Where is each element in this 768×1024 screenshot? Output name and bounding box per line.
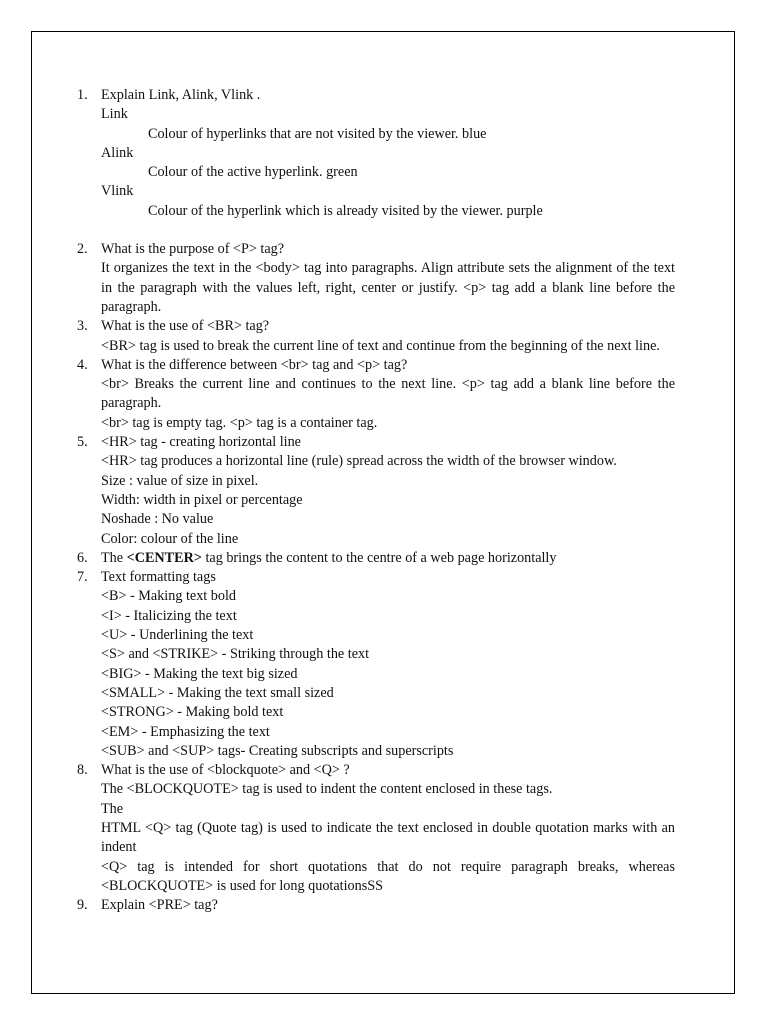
line: <BIG> - Making the text big sized [101, 665, 298, 682]
document-body [0, 86, 768, 915]
line: The <BLOCKQUOTE> tag is used to indent the content enclosed in these tags. [101, 781, 553, 798]
list-item-5 [0, 433, 675, 549]
item-number: 4. [77, 356, 88, 373]
list-item-9 [0, 896, 675, 915]
line: Color: colour of the line [101, 530, 239, 547]
term-vlink-desc: Colour of the hyperlink which is already visited by the viewer. purple [148, 202, 543, 219]
line: <B> - Making text bold [101, 588, 237, 605]
answer: <br> Breaks the current line and continues to the next line. <p> tag add a blank line before the paragraph. [101, 376, 675, 412]
item-number: 9. [77, 897, 88, 914]
line: <HR> tag produces a horizontal line (rule) spread across the width of the browser window. [101, 453, 617, 470]
term-link: Link [101, 106, 128, 123]
line: The [101, 800, 124, 817]
term-alink: Alink [101, 144, 134, 161]
question: Explain Link, Alink, Vlink . [101, 87, 261, 103]
item-number: 2. [77, 241, 88, 258]
item-number: 8. [77, 762, 88, 779]
question: Text formatting tags [101, 569, 216, 586]
line: <SMALL> - Making the text small sized [101, 684, 334, 701]
list-item-7 [0, 568, 675, 761]
item-number: 6. [77, 549, 88, 566]
term-link-desc: Colour of hyperlinks that are not visited by the viewer. blue [148, 125, 487, 142]
line: Noshade : No value [101, 511, 214, 528]
answer: It organizes the text in the <body> tag into paragraphs. Align attribute sets the alignment of the text in the paragraph with the values left, right, center or justify. <p> tag add a blank line before the paragraph. [101, 260, 675, 315]
question: What is the purpose of <P> tag? [101, 241, 285, 258]
line: <S> and <STRIKE> - Striking through the text [101, 646, 370, 663]
line: <I> - Italicizing the text [101, 607, 237, 624]
item-number: 5. [77, 434, 88, 451]
term-vlink: Vlink [101, 183, 134, 200]
paragraph: <Q> tag is intended for short quotations that do not require paragraph breaks, whereas <BLOCKQUOTE> is used for long quotationsSS [101, 858, 675, 894]
statement-bold: <CENTER> [126, 549, 202, 566]
list-item-2 [0, 240, 675, 317]
term-alink-desc: Colour of the active hyperlink. green [148, 164, 358, 181]
list-item-8 [0, 761, 675, 896]
question: What is the use of <blockquote> and <Q> ? [101, 762, 350, 779]
line: <SUB> and <SUP> tags- Creating subscripts and superscripts [101, 742, 454, 759]
line: Size : value of size in pixel. [101, 472, 259, 489]
answer: <BR> tag is used to break the current line of text and continue from the beginning of the next line. [101, 337, 660, 354]
statement-post: tag brings the content to the centre of a web page horizontally [201, 549, 557, 566]
question: Explain <PRE> tag? [101, 897, 218, 914]
question: What is the use of <BR> tag? [101, 318, 270, 335]
list-item-3 [0, 317, 675, 356]
spacer [0, 221, 768, 240]
statement [101, 549, 675, 568]
line: Width: width in pixel or percentage [101, 491, 303, 508]
item-number: 3. [77, 318, 88, 335]
statement-pre: The [101, 549, 127, 566]
line: <EM> - Emphasizing the text [101, 723, 270, 740]
list-item-6 [0, 549, 675, 568]
line: <U> - Underlining the text [101, 627, 254, 644]
paragraph: HTML <Q> tag (Quote tag) is used to indicate the text enclosed in double quotation marks with an indent [101, 819, 675, 856]
answer-extra: <br> tag is empty tag. <p> tag is a container tag. [101, 414, 378, 431]
item-number: 7. [77, 569, 88, 586]
line: <STRONG> - Making bold text [101, 704, 284, 721]
item-number: 1. [77, 87, 88, 103]
list-item-1 [0, 86, 675, 221]
question: <HR> tag - creating horizontal line [101, 434, 301, 451]
list-item-4 [0, 356, 675, 433]
question: What is the difference between <br> tag and <p> tag? [101, 356, 408, 373]
